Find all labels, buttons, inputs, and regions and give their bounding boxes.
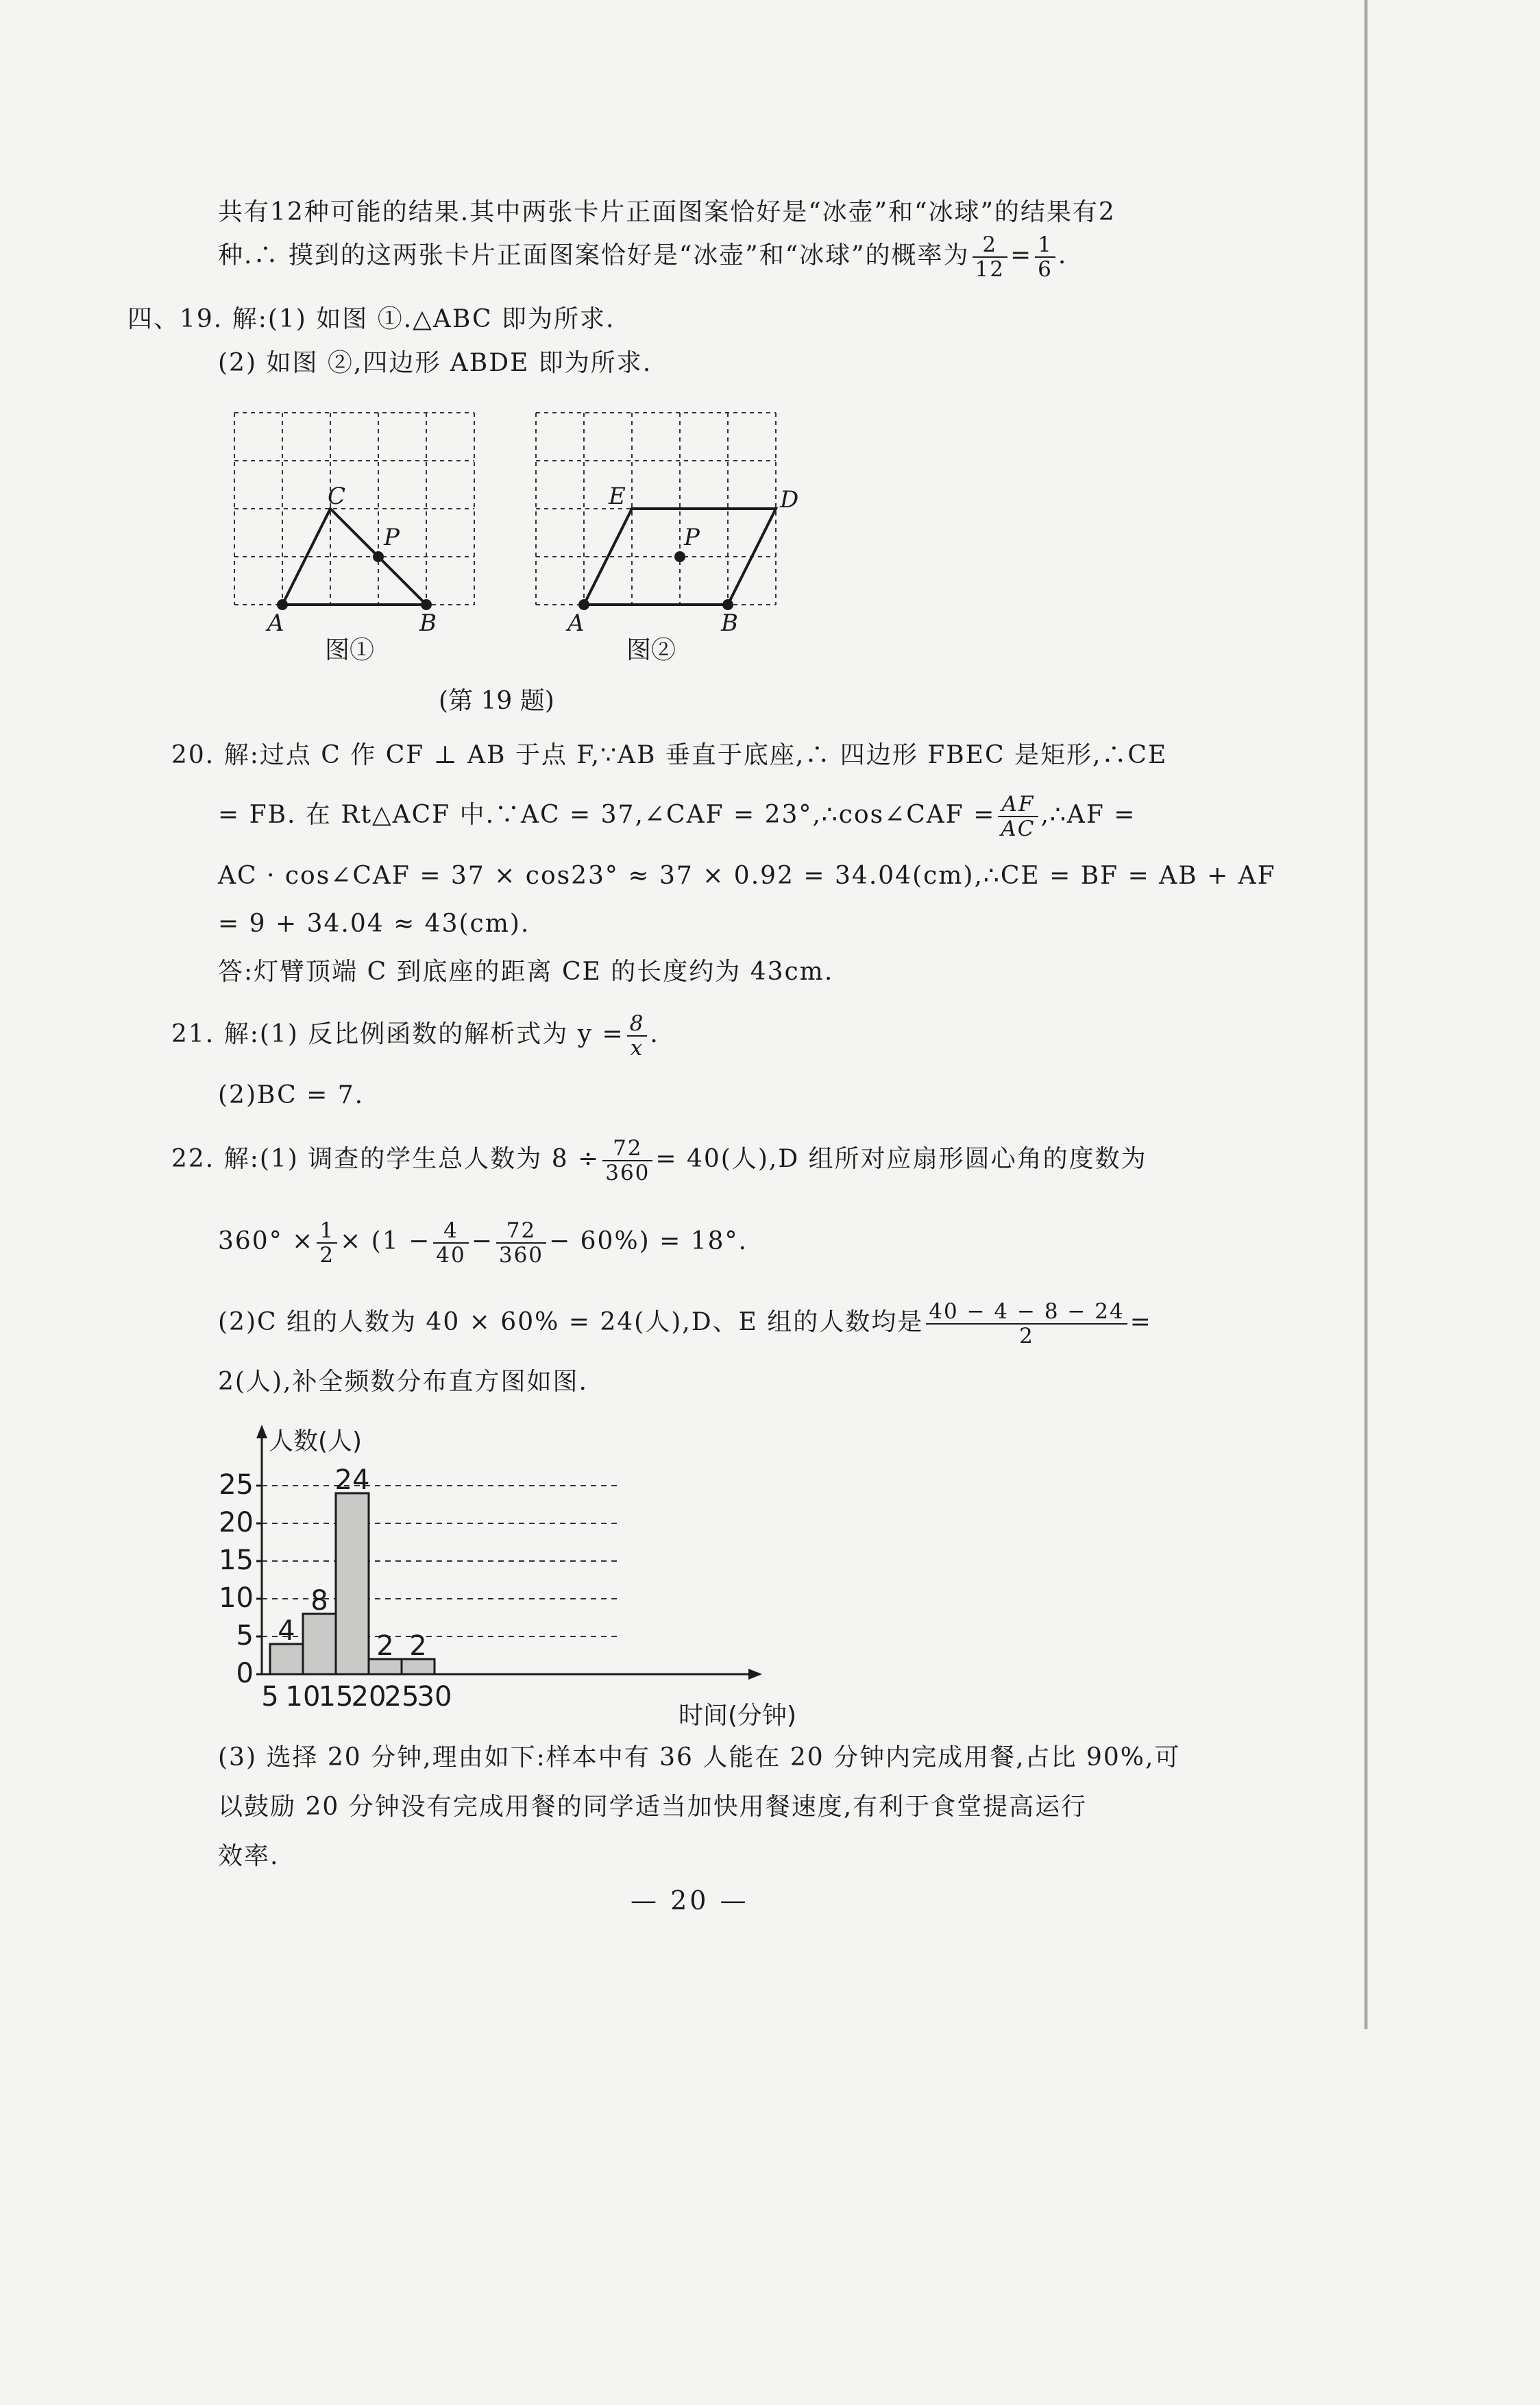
y-tick-label: 0 [236, 1658, 254, 1689]
q20-line4: = 9 + 34.04 ≈ 43(cm). [218, 910, 530, 938]
x-axis-arrow-icon [748, 1669, 762, 1680]
x-tick-label: 30 [417, 1681, 452, 1713]
x-tick-label: 15 [318, 1681, 354, 1713]
q19-line1: 四、19. 解:(1) 如图 ①.△ABC 即为所求. [127, 305, 615, 333]
q22-fraction-1-2: $\frac{1}{2}$ [317, 1219, 337, 1267]
q21-fraction-8-x: $\frac{8}{x}$ [627, 1012, 648, 1060]
label-p: P [684, 524, 700, 551]
q22-line2: 360° × $\frac{1}{2}$ × (1 − $\frac{4}{40}$ − $\frac{72}{360}$ − 60%) = 18°. [218, 1218, 748, 1268]
y-axis-title: 人数(人) [269, 1427, 363, 1455]
q19-figure-caption: (第 19 题) [439, 687, 554, 715]
figure-2-caption: 图② [626, 636, 676, 664]
q20-line3: AC · cos∠CAF = 37 × cos23° ≈ 37 × 0.92 = 34.04(cm),∴CE = BF = AB + AF [218, 862, 1276, 890]
q22-line1: 22. 解:(1) 调查的学生总人数为 8 ÷ $\frac{72}{360}$ = 40(人),D 组所对应扇形圆心角的度数为 [171, 1136, 1147, 1185]
point-a [277, 599, 288, 610]
q22-line3: (2)C 组的人数为 40 × 60% = 24(人),D、E 组的人数均是 $\frac{40 - 4 - 8 - 24}{2}$ = [218, 1299, 1152, 1349]
q22-fraction-72-360-b: $\frac{72}{360}$ [496, 1219, 546, 1267]
q22-line4: 2(人),补全频数分布直方图如图. [218, 1368, 588, 1396]
y-tick-label: 5 [236, 1620, 254, 1652]
figure-1-caption: 图① [325, 636, 375, 664]
q19-line2: (2) 如图 ②,四边形 ABDE 即为所求. [218, 349, 652, 377]
label-e: E [609, 483, 626, 510]
figure-2-grid [528, 404, 829, 638]
y-tick-label: 25 [219, 1469, 254, 1501]
point-b [722, 599, 733, 610]
x-axis-title: 时间(分钟) [679, 1702, 797, 1730]
bar-value-label: 2 [409, 1630, 427, 1662]
figure-1-grid [226, 404, 514, 638]
point-p [373, 551, 384, 562]
q22-line7: 效率. [218, 1842, 280, 1870]
histogram-bar [303, 1614, 336, 1674]
point-a [578, 599, 589, 610]
x-tick-label: 10 [285, 1681, 321, 1713]
label-a: A [567, 609, 585, 637]
label-b: B [721, 609, 738, 637]
q18-fraction-2-12: $\frac{2}{12}$ [973, 233, 1007, 281]
histogram-bar [336, 1493, 369, 1674]
q22-fraction-remaining: $\frac{40 - 4 - 8 - 24}{2}$ [926, 1300, 1127, 1348]
q18-fraction-1-6: $\frac{1}{6}$ [1035, 233, 1055, 281]
q22-fraction-72-360: $\frac{72}{360}$ [602, 1137, 652, 1185]
y-tick-label: 10 [219, 1582, 254, 1614]
q20-fraction-af-ac: $\frac{AF}{AC}$ [998, 793, 1038, 841]
page-number: — 20 — [631, 1885, 749, 1915]
bar-value-label: 2 [376, 1630, 394, 1662]
y-axis-arrow-icon [256, 1425, 267, 1438]
label-a: A [267, 609, 284, 637]
bar-value-label: 4 [278, 1615, 295, 1647]
q22-line6: 以鼓励 20 分钟没有完成用餐的同学适当加快用餐速度,有利于食堂提高运行 [218, 1793, 1088, 1821]
label-p: P [384, 524, 400, 551]
x-tick-label: 5 [261, 1681, 279, 1713]
point-p [674, 551, 685, 562]
y-tick-label: 20 [219, 1507, 254, 1538]
x-tick-label: 25 [384, 1681, 419, 1713]
q21-line1: 21. 解:(1) 反比例函数的解析式为 y = $\frac{8}{x}$ . [171, 1011, 659, 1061]
q22-fraction-4-40: $\frac{4}{40}$ [433, 1219, 468, 1267]
label-d: D [780, 486, 799, 513]
q18-line1: 共有12种可能的结果.其中两张卡片正面图案恰好是“冰壶”和“冰球”的结果有2 [218, 198, 1116, 226]
q18-line2: 种.∴ 摸到的这两张卡片正面图案恰好是“冰壶”和“冰球”的概率为 $\frac{2}{12}$ = $\frac{1}{6}$ . [218, 232, 1068, 282]
label-b: B [419, 609, 437, 637]
x-tick-label: 20 [351, 1681, 387, 1713]
q20-answer: 答:灯臂顶端 C 到底座的距离 CE 的长度约为 43cm. [218, 958, 834, 986]
q18-line2-text: 种.∴ 摸到的这两张卡片正面图案恰好是“冰壶”和“冰球”的概率为 [218, 241, 970, 269]
bar-value-label: 8 [310, 1585, 328, 1617]
q18-equals: = [1010, 241, 1033, 269]
y-tick-label: 15 [219, 1545, 254, 1576]
scan-page-edge [1364, 0, 1368, 2029]
histogram-bar [270, 1644, 303, 1674]
bar-value-label: 24 [334, 1464, 370, 1496]
label-c: C [328, 483, 346, 510]
q22-line5: (3) 选择 20 分钟,理由如下:样本中有 36 人能在 20 分钟内完成用餐,占比 90%,可 [218, 1743, 1181, 1772]
point-b [421, 599, 432, 610]
q21-line2: (2)BC = 7. [218, 1081, 365, 1109]
frequency-histogram [206, 1419, 822, 1735]
q20-line2: = FB. 在 Rt△ACF 中.∵AC = 37,∠CAF = 23°,∴cos∠CAF = $\frac{AF}{AC}$ ,∴AF = [218, 792, 1136, 841]
q20-line1: 20. 解:过点 C 作 CF ⊥ AB 于点 F,∵AB 垂直于底座,∴ 四边形 FBEC 是矩形,∴CE [171, 741, 1168, 769]
